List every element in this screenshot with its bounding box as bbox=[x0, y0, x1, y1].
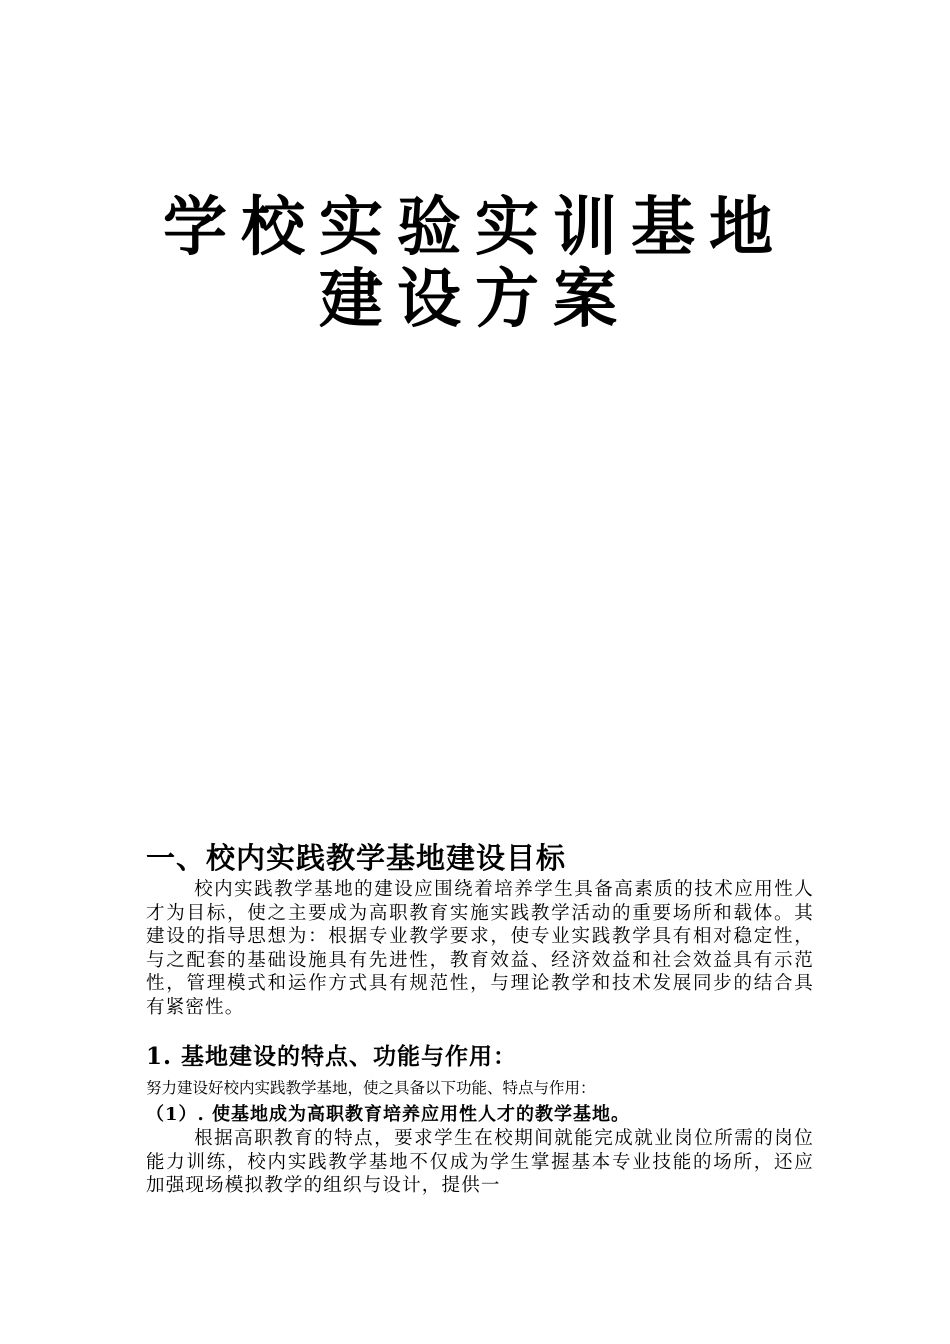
document-body bbox=[146, 838, 814, 1198]
item-heading: （1）. 使基地成为高职教育培养应用性人才的教学基地。 bbox=[146, 1104, 631, 1125]
subsection-intro: 努力建设好校内实践教学基地，使之具备以下功能、特点与作用： bbox=[146, 1079, 596, 1097]
document-title-line-2: 建设方案 bbox=[319, 262, 631, 337]
document-title-line-1: 学校实验实训基地 bbox=[163, 190, 787, 265]
section-heading: 一、校内实践教学基地建设目标 bbox=[146, 841, 567, 875]
section-paragraph: 校内实践教学基地的建设应围绕着培养学生具备高素质的技术应用性人才为目标，使之主要成为高职教育实施实践教学活动的重要场所和载体。其建设的指导思想为：根据专业教学要求，使专业实践教学具有相对稳定性，与之配套的基础设施具有先进性，教育效益、经济效益和社会效益具有示范性，管理模式和运作方式具有规范性，与理论教学和技术发展同步的结合具有紧密性。 bbox=[146, 879, 814, 1018]
item-paragraph: 根据高职教育的特点，要求学生在校期间就能完成就业岗位所需的岗位能力训练，校内实践教学基地不仅成为学生掌握基本专业技能的场所，还应加强现场模拟教学的组织与设计，提供一 bbox=[146, 1128, 814, 1196]
subsection-heading: 1. 基地建设的特点、功能与作用： bbox=[146, 1043, 518, 1070]
